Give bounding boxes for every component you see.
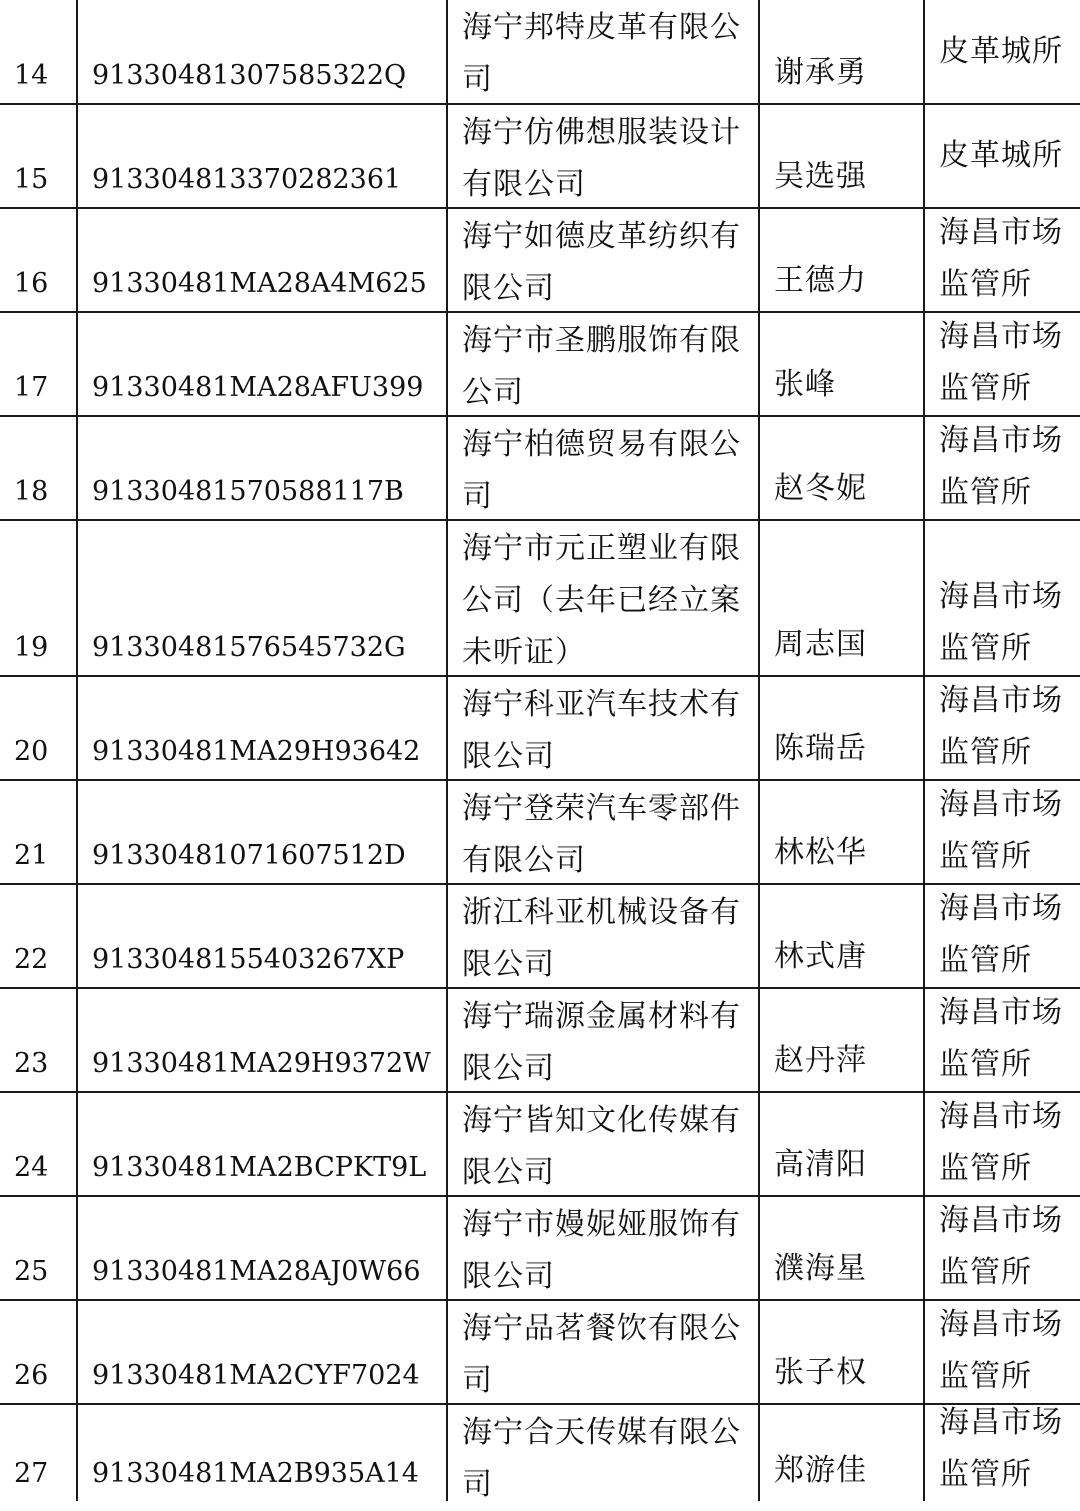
office-line: 监管所 xyxy=(939,839,1032,874)
company-name xyxy=(448,209,758,311)
company-name-line: 海宁柏德贸易有限公 xyxy=(462,427,741,462)
legal-representative: 吴选强 xyxy=(774,159,867,194)
row-number: 22 xyxy=(14,944,49,975)
table-row xyxy=(0,989,1080,1093)
company-name-line: 司 xyxy=(462,62,493,97)
company-name-line: 限公司 xyxy=(462,947,555,982)
credit-code: 91330481MA29H9372W xyxy=(92,1048,431,1079)
credit-code: 91330481MA28AFU399 xyxy=(92,372,424,403)
credit-code: 91330481570588117B xyxy=(92,476,404,507)
company-name-line: 海宁市嫚妮娅服饰有 xyxy=(462,1207,741,1242)
company-name-line: 海宁市元正塑业有限 xyxy=(462,531,741,566)
company-name-line: 海宁市圣鹏服饰有限 xyxy=(462,323,741,358)
company-name-line: 限公司 xyxy=(462,1155,555,1190)
company-name xyxy=(448,1093,758,1195)
company-name-line: 司 xyxy=(462,1467,493,1502)
supervising-office xyxy=(925,417,1080,519)
office-line: 监管所 xyxy=(939,1457,1032,1492)
table-row xyxy=(0,1301,1080,1405)
credit-code: 91330481071607512D xyxy=(92,840,406,871)
legal-representative: 濮海星 xyxy=(774,1251,867,1286)
office-line: 监管所 xyxy=(939,1047,1032,1082)
office-line: 海昌市场 xyxy=(939,891,1063,926)
company-name xyxy=(448,521,758,675)
office-line: 监管所 xyxy=(939,631,1032,666)
office-line: 海昌市场 xyxy=(939,1099,1063,1134)
supervising-office xyxy=(925,521,1080,675)
supervising-office xyxy=(925,885,1080,987)
office-line: 皮革城所 xyxy=(939,138,1063,173)
company-name-line: 海宁合天传媒有限公 xyxy=(462,1415,741,1450)
legal-representative: 王德力 xyxy=(774,263,867,298)
office-line: 海昌市场 xyxy=(939,319,1063,354)
legal-representative: 陈瑞岳 xyxy=(774,731,867,766)
supervising-office xyxy=(925,1197,1080,1299)
table-row xyxy=(0,313,1080,417)
office-line: 监管所 xyxy=(939,943,1032,978)
company-name-line: 海宁皆知文化传媒有 xyxy=(462,1103,741,1138)
credit-code: 91330481MA28A4M625 xyxy=(92,268,427,299)
office-line: 海昌市场 xyxy=(939,1203,1063,1238)
company-name-line: 海宁登荣汽车零部件 xyxy=(462,791,741,826)
table-row xyxy=(0,1405,1080,1501)
supervising-office xyxy=(925,313,1080,415)
table-row xyxy=(0,0,1080,105)
office-line: 监管所 xyxy=(939,1359,1032,1394)
row-number: 19 xyxy=(14,632,49,663)
table-row xyxy=(0,417,1080,521)
office-line: 监管所 xyxy=(939,267,1032,302)
office-line: 皮革城所 xyxy=(939,33,1063,69)
office-line: 海昌市场 xyxy=(939,1405,1063,1440)
company-name xyxy=(448,417,758,519)
table-row xyxy=(0,1197,1080,1301)
row-number: 24 xyxy=(14,1152,49,1183)
supervising-office xyxy=(925,105,1080,207)
credit-code: 91330481576545732G xyxy=(92,632,406,663)
office-line: 监管所 xyxy=(939,475,1032,510)
row-number: 17 xyxy=(14,372,49,403)
company-name-line: 限公司 xyxy=(462,1051,555,1086)
table-row xyxy=(0,781,1080,885)
table-row xyxy=(0,209,1080,313)
credit-code: 91330481MA2B935A14 xyxy=(92,1458,419,1489)
office-line: 监管所 xyxy=(939,371,1032,406)
legal-representative: 周志国 xyxy=(774,627,867,662)
company-name xyxy=(448,989,758,1091)
company-name-line: 海宁仿佛想服装设计 xyxy=(462,115,741,150)
legal-representative: 张峰 xyxy=(774,367,836,402)
supervising-office xyxy=(925,677,1080,779)
supervising-office xyxy=(925,1405,1080,1501)
company-name-line: 有限公司 xyxy=(462,843,586,878)
company-name-line: 公司 xyxy=(462,375,524,410)
company-name xyxy=(448,677,758,779)
company-name xyxy=(448,313,758,415)
office-line: 海昌市场 xyxy=(939,1307,1063,1342)
table-row xyxy=(0,521,1080,677)
legal-representative: 郑游佳 xyxy=(774,1453,867,1488)
row-number: 14 xyxy=(14,60,49,91)
company-name-line: 海宁品茗餐饮有限公 xyxy=(462,1311,741,1346)
office-line: 海昌市场 xyxy=(939,995,1063,1030)
company-name-line: 海宁科亚汽车技术有 xyxy=(462,687,741,722)
company-name xyxy=(448,105,758,207)
office-line: 海昌市场 xyxy=(939,579,1063,614)
company-name xyxy=(448,781,758,883)
company-name xyxy=(448,1197,758,1299)
row-number: 26 xyxy=(14,1360,49,1391)
company-name-line: 限公司 xyxy=(462,271,555,306)
table-row xyxy=(0,677,1080,781)
company-name-line: 海宁瑞源金属材料有 xyxy=(462,999,741,1034)
credit-code: 91330481307585322Q xyxy=(92,60,407,91)
legal-representative: 赵冬妮 xyxy=(774,471,867,506)
row-number: 27 xyxy=(14,1458,49,1489)
company-name-line: 司 xyxy=(462,479,493,514)
company-name-line: 公司（去年已经立案 xyxy=(462,583,741,618)
office-line: 海昌市场 xyxy=(939,423,1063,458)
company-name xyxy=(448,885,758,987)
company-name xyxy=(448,0,758,103)
table-row xyxy=(0,105,1080,209)
office-line: 监管所 xyxy=(939,1255,1032,1290)
credit-code: 91330481MA2CYF7024 xyxy=(92,1360,420,1391)
office-line: 监管所 xyxy=(939,1151,1032,1186)
supervising-office xyxy=(925,781,1080,883)
legal-representative: 张子权 xyxy=(774,1355,867,1390)
credit-code: 913304813370282361 xyxy=(92,164,402,195)
supervising-office xyxy=(925,989,1080,1091)
office-line: 监管所 xyxy=(939,735,1032,770)
legal-representative: 林式唐 xyxy=(774,939,867,974)
credit-code: 91330481MA2BCPKT9L xyxy=(92,1152,427,1183)
row-number: 25 xyxy=(14,1256,49,1287)
legal-representative: 林松华 xyxy=(774,835,867,870)
legal-representative: 高清阳 xyxy=(774,1147,867,1182)
supervising-office xyxy=(925,0,1080,103)
row-number: 23 xyxy=(14,1048,49,1079)
supervising-office xyxy=(925,1301,1080,1403)
supervising-office xyxy=(925,209,1080,311)
company-name-line: 浙江科亚机械设备有 xyxy=(462,895,741,930)
row-number: 20 xyxy=(14,736,49,767)
office-line: 海昌市场 xyxy=(939,215,1063,250)
credit-code: 91330481MA28AJ0W66 xyxy=(92,1256,421,1287)
row-number: 15 xyxy=(14,164,49,195)
company-name-line: 未听证） xyxy=(462,635,586,670)
legal-representative: 赵丹萍 xyxy=(774,1043,867,1078)
company-name xyxy=(448,1301,758,1403)
table-row xyxy=(0,1093,1080,1197)
row-number: 16 xyxy=(14,268,49,299)
company-name-line: 司 xyxy=(462,1363,493,1398)
company-name-line: 海宁如德皮革纺织有 xyxy=(462,219,741,254)
supervising-office xyxy=(925,1093,1080,1195)
row-number: 18 xyxy=(14,476,49,507)
company-name-line: 有限公司 xyxy=(462,167,586,202)
office-line: 海昌市场 xyxy=(939,683,1063,718)
company-name xyxy=(448,1405,758,1501)
legal-representative: 谢承勇 xyxy=(774,55,867,90)
row-number: 21 xyxy=(14,840,49,871)
credit-code: 91330481MA29H93642 xyxy=(92,736,421,767)
table-row xyxy=(0,885,1080,989)
company-name-line: 限公司 xyxy=(462,739,555,774)
company-name-line: 海宁邦特皮革有限公 xyxy=(462,10,741,45)
company-name-line: 限公司 xyxy=(462,1259,555,1294)
office-line: 海昌市场 xyxy=(939,787,1063,822)
credit-code: 9133048155403267XP xyxy=(92,944,405,975)
